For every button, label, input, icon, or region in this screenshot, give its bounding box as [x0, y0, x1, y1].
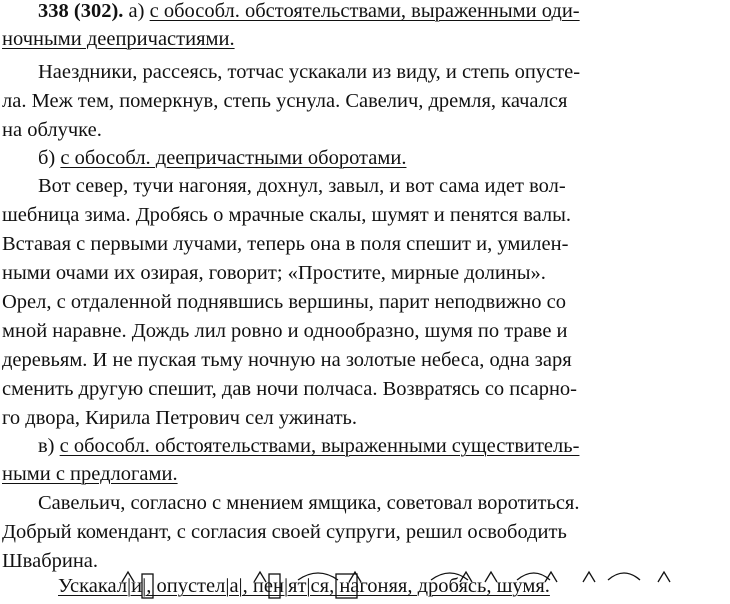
part-a-text-line: Наездники, рассеясь, тотчас ускакали из виду, и степь опусте- — [38, 61, 581, 83]
part-a-text-line: ла. Меж тем, померкнув, степь уснула. Савелич, дремля, качался — [2, 90, 568, 112]
part-b-text-line: Орел, с отдаленной поднявшись вершины, парит неподвижно со — [2, 291, 566, 313]
part-b-text-line: шебница зима. Дробясь о мрачные скалы, шумят и пенятся валы. — [2, 204, 572, 226]
word-analysis-text: Ускакал|и|, опустел|а|, пен|ят|ся, нагоняя, дробясь, шумя. — [58, 575, 550, 597]
part-b-text-line: го двора, Кирила Петрович сел ужинать. — [2, 407, 357, 429]
part-c-text-line: Швабрина. — [2, 550, 99, 572]
suffix-mark — [460, 572, 472, 582]
part-b-marker: б) — [38, 147, 56, 169]
suffix-mark — [658, 572, 670, 582]
exercise-number: 338 (302). — [38, 0, 124, 22]
ending-box — [269, 574, 280, 598]
part-b-text-line: деревьям. И не пуская тьму ночную на золотые небеса, одна заря — [2, 349, 572, 371]
part-b-text-line: сменить другую спешит, дав ночи полчаса. Возвратясь со псарно- — [2, 378, 578, 400]
suffix-mark — [254, 572, 266, 582]
part-c-marker: в) — [38, 435, 55, 457]
part-b-text-line: Вот север, тучи нагоняя, дохнул, завыл, и вот сама идет вол- — [38, 175, 566, 197]
word-analysis-line — [58, 568, 718, 602]
part-a-marker: а) — [128, 0, 145, 22]
part-c-text-line: Савельич, согласно с мнением ямщика, советовал воротиться. — [38, 492, 580, 514]
root-mark — [608, 573, 640, 580]
part-c-heading-line2: ными с предлогами. — [2, 463, 178, 485]
ending-box — [142, 574, 153, 598]
part-a-heading: с обособл. обстоятельствами, выраженными оди- — [149, 0, 580, 22]
part-c-heading-line1 — [38, 432, 730, 461]
part-c-text-line: Добрый комендант, с согласия своей супруги, решил освободить — [2, 521, 567, 543]
part-a-text-line: на облучке. — [2, 119, 102, 141]
suffix-mark — [122, 572, 134, 582]
morpheme-marks — [58, 568, 718, 602]
ending-box — [336, 574, 357, 598]
root-mark — [298, 573, 338, 580]
part-c-heading: с обособл. обстоятельствами, выраженными существитель- — [59, 435, 580, 457]
part-a-heading-line2: ночными деепричастиями. — [2, 28, 235, 50]
part-a-heading-line1 — [38, 0, 730, 26]
part-b-heading-line — [38, 144, 730, 173]
root-mark — [517, 573, 550, 580]
part-b-text-line: ными очами их озирая, говорит; «Простите, мирные долины». — [2, 262, 546, 284]
part-b-text-line: мной наравне. Дождь лил ровно и однообразно, шумя по траве и — [2, 320, 568, 342]
suffix-mark — [583, 572, 595, 582]
part-b-text-line: Вставая с первыми лучами, теперь она в поля спешит и, умилен- — [2, 233, 569, 255]
suffix-mark — [485, 572, 497, 582]
part-b-heading: с обособл. деепричастными оборотами. — [60, 147, 407, 169]
